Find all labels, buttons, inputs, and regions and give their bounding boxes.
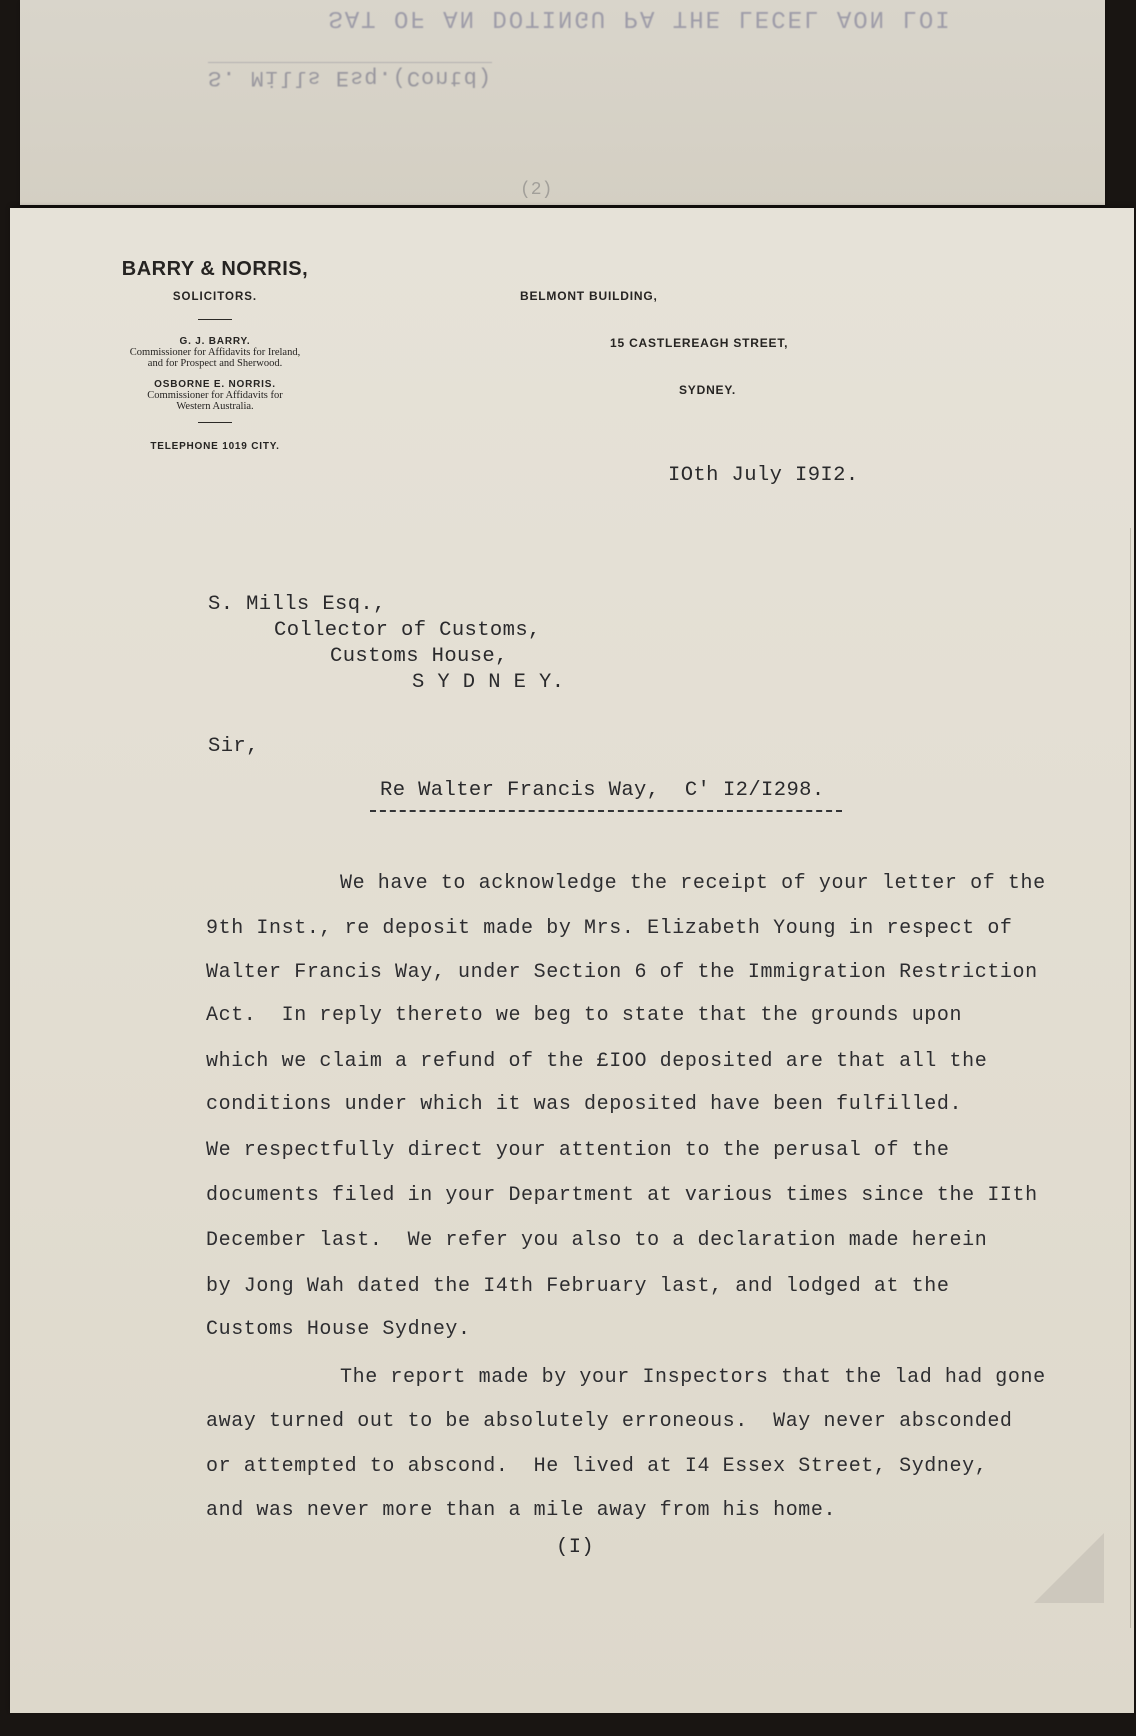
body-line: December last. We refer you also to a declaration made herein — [206, 1229, 988, 1252]
body-line: documents filed in your Department at various times since the IIth — [206, 1184, 1038, 1207]
partner-norris-description — [70, 390, 360, 412]
bleed-through-name: S. Mills Esq.(Contd) — [208, 62, 492, 90]
partner-barry-desc-line2: and for Prospect and Sherwood. — [147, 358, 283, 369]
body-line: 9th Inst., re deposit made by Mrs. Elizabeth Young in respect of — [206, 917, 1013, 940]
addressee-line-4: S Y D N E Y. — [412, 671, 565, 694]
body-line: by Jong Wah dated the I4th February last, and lodged at the — [206, 1275, 950, 1298]
body-line: We respectfully direct your attention to the perusal of the — [206, 1139, 950, 1162]
body-line: conditions under which it was deposited have been fulfilled. — [206, 1093, 963, 1116]
bleed-through-page-mark: (2) — [520, 180, 553, 200]
letterhead-divider — [198, 319, 232, 320]
addressee-line-1: S. Mills Esq., — [208, 593, 386, 616]
body-line: We have to acknowledge the receipt of your letter of the — [340, 872, 1046, 895]
corner-fold — [1034, 1533, 1104, 1603]
telephone-line: TELEPHONE 1019 CITY. — [150, 441, 280, 452]
body-line: Walter Francis Way, under Section 6 of the Immigration Restriction — [206, 961, 1038, 984]
partner-barry-desc-line1: Commissioner for Affidavits for Ireland, — [129, 347, 301, 358]
page-number: (I) — [556, 1536, 595, 1559]
partner-norris-name: OSBORNE E. NORRIS. — [154, 379, 276, 390]
partner-norris-desc-line2: Western Australia. — [176, 401, 254, 412]
address-street: 15 CASTLEREAGH STREET, — [610, 336, 789, 350]
paper-edge-line — [1130, 528, 1131, 1628]
salutation: Sir, — [208, 735, 259, 758]
partner-norris-desc-line1: Commissioner for Affidavits for — [147, 390, 283, 401]
letter-date: IOth July I9I2. — [668, 464, 859, 487]
body-line: The report made by your Inspectors that the lad had gone — [340, 1366, 1046, 1389]
body-line: or attempted to abscond. He lived at I4 Essex Street, Sydney, — [206, 1455, 988, 1478]
body-line: Customs House Sydney. — [206, 1318, 471, 1341]
subject-underline — [370, 810, 842, 812]
partner-barry-name: G. J. BARRY. — [179, 336, 251, 347]
bleed-through-text: SAT OF AN DOTINGU PA THE LECEL AON LOI — [328, 4, 952, 31]
letterhead-left-block — [70, 258, 360, 452]
subject-line: Re Walter Francis Way, C' I2/I298. — [380, 779, 825, 802]
address-building: BELMONT BUILDING, — [520, 289, 658, 303]
body-line: Act. In reply thereto we beg to state that the grounds upon — [206, 1004, 963, 1027]
previous-page-sheet — [20, 0, 1105, 205]
addressee-line-3: Customs House, — [330, 645, 508, 668]
address-city: SYDNEY. — [679, 383, 736, 397]
body-line: which we claim a refund of the £IOO deposited are that all the — [206, 1050, 988, 1073]
body-line: and was never more than a mile away from his home. — [206, 1499, 837, 1522]
firm-subtitle: SOLICITORS. — [172, 291, 258, 303]
body-line: away turned out to be absolutely erroneous. Way never absconded — [206, 1410, 1013, 1433]
letterhead-divider-2 — [198, 422, 232, 423]
firm-name: BARRY & NORRIS, — [121, 258, 309, 280]
addressee-line-2: Collector of Customs, — [274, 619, 541, 642]
partner-barry-description — [70, 347, 360, 369]
